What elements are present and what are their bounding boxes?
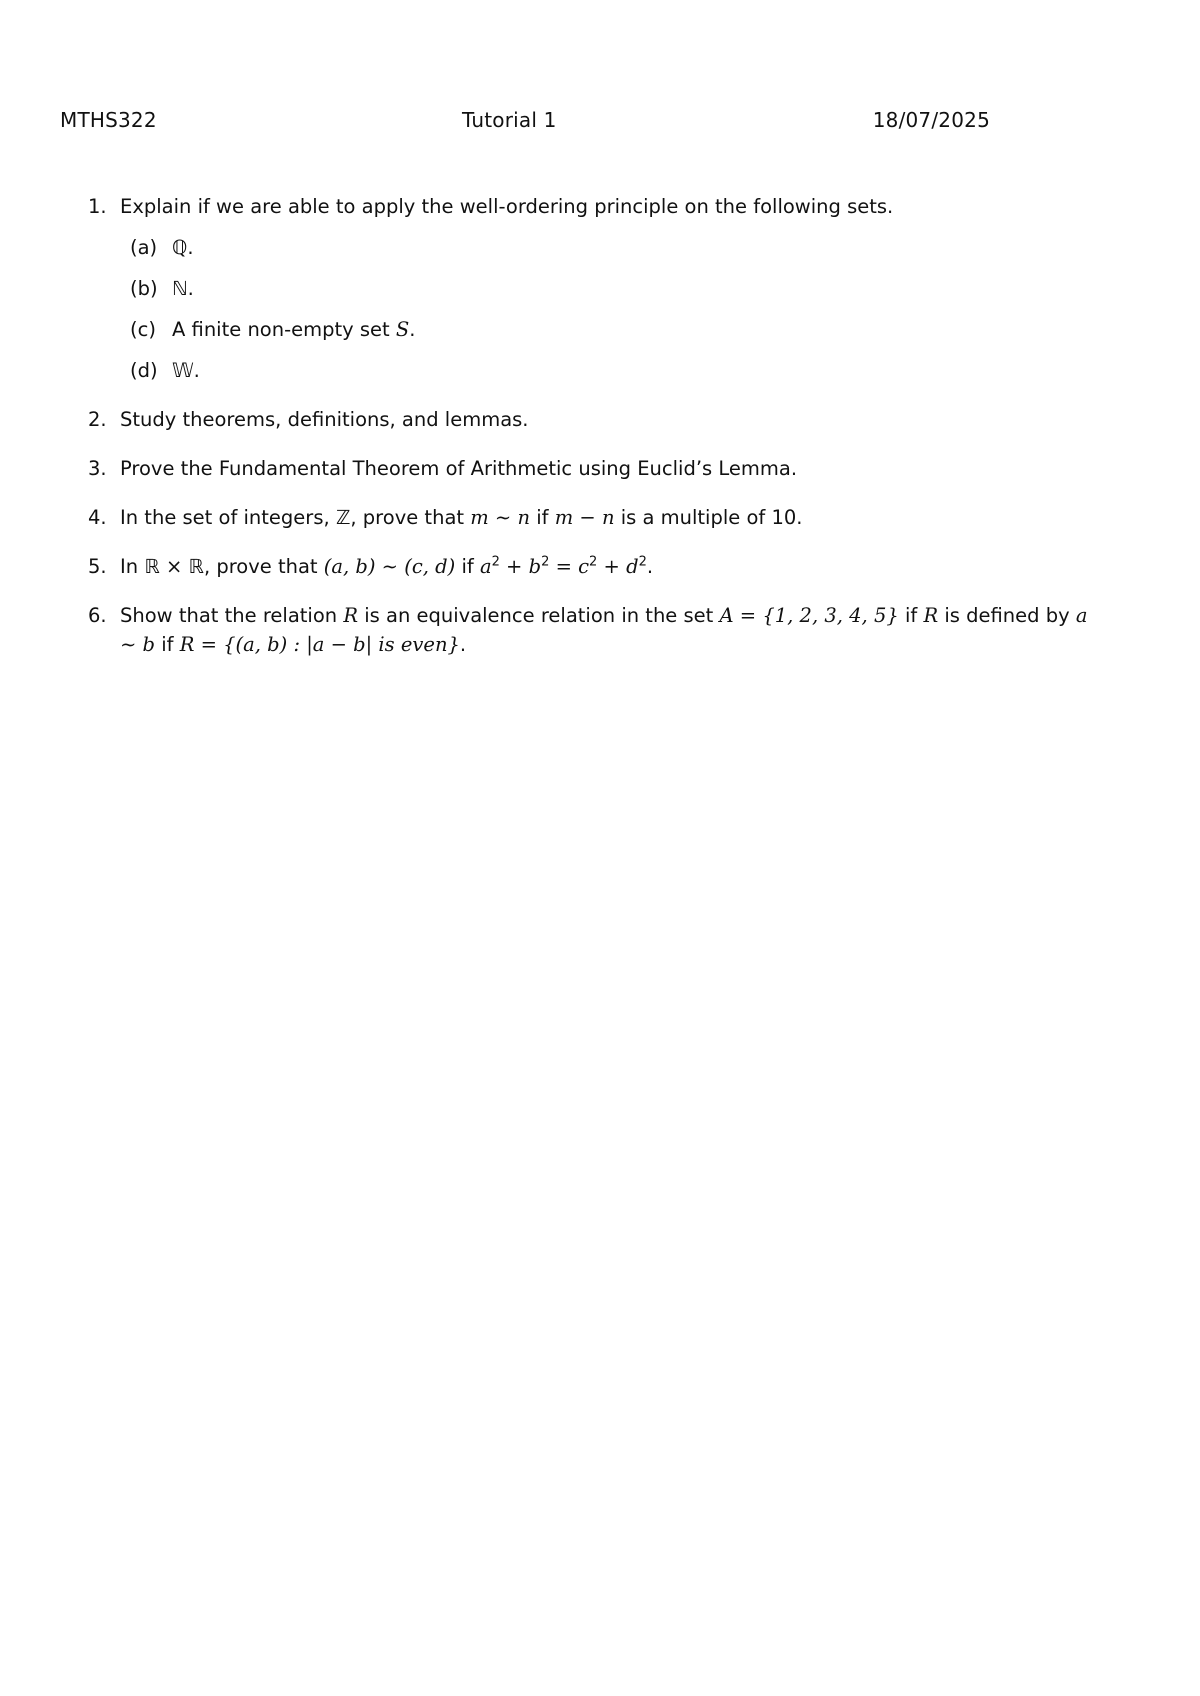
problem-text: . <box>646 555 654 578</box>
var-d: d <box>626 555 639 578</box>
relation-definition: R = {(a, b) : |a − b| is even} <box>179 633 460 656</box>
exponent: 2 <box>589 554 598 570</box>
relation-expression: m ∼ n <box>470 506 531 529</box>
subpart-c <box>130 315 1098 344</box>
subpart-d <box>130 356 1098 385</box>
problem-2 <box>88 405 1098 434</box>
problem-text: is a multiple of 10. <box>614 506 803 529</box>
exponent: 2 <box>541 554 550 570</box>
problem-text: , prove that <box>203 555 324 578</box>
relation-symbol: R <box>923 604 939 627</box>
problem-5 <box>88 552 1098 581</box>
problem-6 <box>88 601 1098 659</box>
problem-3 <box>88 454 1098 483</box>
subpart-label: (b) <box>130 277 158 300</box>
subpart-label: (a) <box>130 236 158 259</box>
problem-list <box>88 192 1098 679</box>
operator: + <box>597 555 627 578</box>
subpart-label: (c) <box>130 318 156 341</box>
difference-expression: m − n <box>554 506 615 529</box>
subpart-text: . <box>187 236 194 259</box>
document-title: Tutorial 1 <box>462 108 557 132</box>
problem-text: if <box>155 633 180 656</box>
integers-symbol: ℤ <box>335 506 351 529</box>
problem-number: 6. <box>88 604 107 627</box>
operator: + <box>499 555 529 578</box>
equation <box>480 555 647 578</box>
problem-number: 1. <box>88 195 107 218</box>
course-code: MTHS322 <box>60 108 157 132</box>
var-b: b <box>528 555 542 578</box>
var-a: a <box>479 555 492 578</box>
product-set-symbol: ℝ × ℝ <box>144 555 204 578</box>
exponent: 2 <box>638 554 647 570</box>
operator: = <box>549 555 579 578</box>
exponent: 2 <box>491 554 500 570</box>
subpart-text: . <box>187 277 194 300</box>
set-symbol: ℕ <box>172 277 188 300</box>
relation-expression: a ∼ b <box>120 604 1088 656</box>
set-symbol: 𝕎 <box>172 359 194 382</box>
problem-text: . <box>459 633 467 656</box>
subpart-list <box>120 233 1098 385</box>
problem-text: Show that the relation <box>120 604 344 627</box>
subpart-a <box>130 233 1098 262</box>
problem-4 <box>88 503 1098 532</box>
problem-text: if <box>898 604 924 627</box>
problem-text: is defined by <box>938 604 1076 627</box>
problem-1 <box>88 192 1098 385</box>
problem-text: , prove that <box>350 506 471 529</box>
subpart-label: (d) <box>130 359 158 382</box>
problem-text: if <box>455 555 480 578</box>
problem-text: if <box>530 506 555 529</box>
set-symbol: S <box>395 318 410 341</box>
subpart-text: . <box>409 318 416 341</box>
problem-text: is an equivalence relation in the set <box>358 604 720 627</box>
problem-text: Study theorems, definitions, and lemmas. <box>120 408 529 431</box>
problem-text: In the set of integers, <box>120 506 336 529</box>
page-header <box>60 108 990 138</box>
subpart-prefix: A finite non-empty set <box>172 318 396 341</box>
var-c: c <box>578 555 590 578</box>
subpart-b <box>130 274 1098 303</box>
problem-number: 2. <box>88 408 107 431</box>
problem-text: Prove the Fundamental Theorem of Arithmetic using Euclid’s Lemma. <box>120 457 798 480</box>
subpart-text: . <box>193 359 200 382</box>
problem-text: Explain if we are able to apply the well-ordering principle on the following sets. <box>120 195 894 218</box>
problem-text: In <box>120 555 145 578</box>
problem-number: 5. <box>88 555 107 578</box>
set-symbol: ℚ <box>172 236 188 259</box>
problem-number: 3. <box>88 457 107 480</box>
relation-expression: (a, b) ∼ (c, d) <box>323 555 456 578</box>
relation-symbol: R <box>343 604 359 627</box>
document-date: 18/07/2025 <box>872 108 990 132</box>
set-definition: A = {1, 2, 3, 4, 5} <box>719 604 899 627</box>
problem-number: 4. <box>88 506 107 529</box>
